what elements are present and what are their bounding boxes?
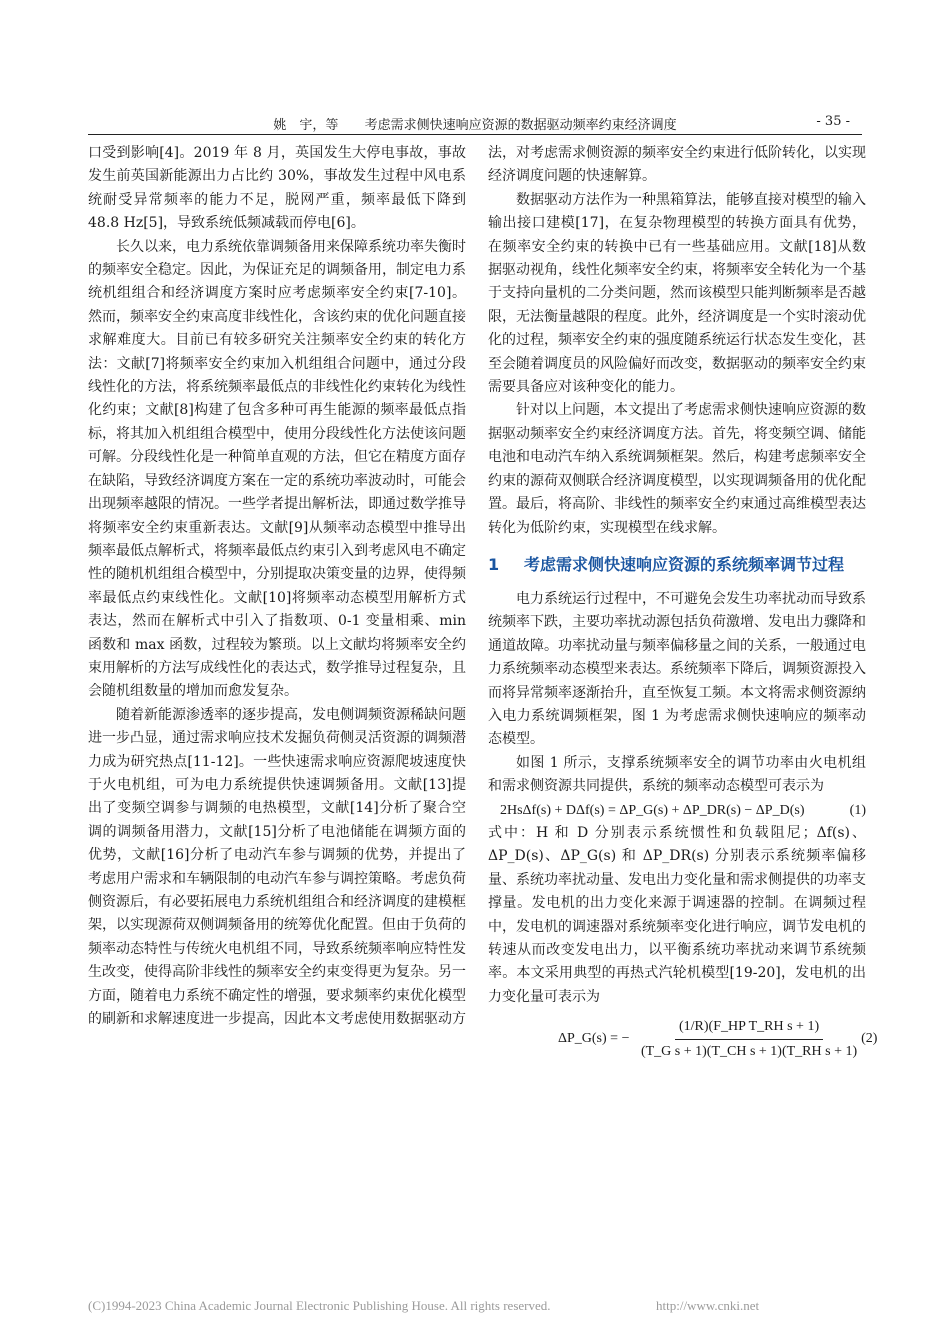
equation-1-number: (1) <box>849 802 866 818</box>
left-paragraph-2: 长久以来，电力系统依靠调频备用来保障系统功率失衡时的频率安全稳定。因此，为保证充足的调频备用，制定电力系统机组组合和经济调度方案时应考虑频率安全约束[7-10]。然而，频率安全约束高度非线性化，含该约束的优化问题直接求解难度大。目前已有较多研究关注频率安全约束的转化方法：文献[7]将频率安全约束加入机组组合问题中，通过分段线性化的方法，将系统频率最低点的非线性化约束转化为线性化约束；文献[8]构建了包含多种可再生能源的频率最低点指标，将其加入机组组合模型中，使用分段线性化方法使该问题可解。分段线性化是一种简单直观的方法，但它在精度方面存在缺陷，导致经济调度方案在一定的系统功率波动时，可能会出现频率越限的情况。一些学者提出解析法，即通过数学推导将频率安全约束重新表达。文献[9]从频率动态模型中推导出频率最低点解析式，将频率最低点约束引入到考虑风电不确定性的随机机组组合模型中，分别提取决策变量的边界，使得频率最低点约束线性化。文献[10]将频率动态模型用解析方式表达，然而在解析式中引入了指数项、0-1 变量相乘、min 函数和 max 函数，过程较为繁琐。以上文献均将频率安全约束用解析的方法写成线性化的表达式，数学推导过程复杂，且会随机组数量的增加而愈发复杂。 <box>88 238 466 700</box>
right-paragraph-6: 式中：H 和 D 分别表示系统惯性和负载阻尼；Δf(s)、ΔP_D(s)、ΔP_G(s) 和 ΔP_DR(s) 分别表示系统频率偏移量、系统功率扰动量、发电出力变化量和需求侧提供的功率支撑量。发电机的出力变化来源于调速器的控制。在调频过程中，发电机的调速器对系统频率变化进行响应，调节发电机的转速从而改变发电出力，以平衡系统功率扰动来调节系统频率。本文采用典型的再热式汽轮机模型[19-20]，发电机的出力变化量可表示为 <box>488 824 866 1005</box>
equation-2-fraction <box>637 1015 861 1063</box>
right-paragraph-1: 法，对考虑需求侧资源的频率安全约束进行低阶转化，以实现经济调度问题的快速解算。 <box>488 145 866 185</box>
equation-2-number: (2) <box>861 1031 878 1047</box>
running-header <box>88 112 862 135</box>
equation-2-numerator: (1/R)(F_HP T_RH s + 1) <box>675 1015 823 1039</box>
section-title: 考虑需求侧快速响应资源的系统频率调节过程 <box>524 554 845 574</box>
equation-2-denominator: (T_G s + 1)(T_CH s + 1)(T_RH s + 1) <box>640 1043 858 1059</box>
right-paragraph-2: 数据驱动方法作为一种黑箱算法，能够直接对模型的输入输出接口建模[17]，在复杂物理模型的转换方面具有优势，在频率安全约束的转换中已有一些基础应用。文献[18]从数据驱动视角，线性化频率安全约束，将频率安全转化为一个基于支持向量机的二分类问题，然而该模型只能判断频率是否越限，无法衡量越限的程度。此外，经济调度是一个实时滚动优化的过程，频率安全约束的强度随系统运行状态发生变化，甚至会随着调度员的风险偏好而改变，数据驱动的频率安全约束需要具备应对该种变化的能力。 <box>488 191 866 396</box>
equation-2 <box>488 1015 878 1063</box>
right-paragraph-3: 针对以上问题，本文提出了考虑需求侧快速响应资源的数据驱动频率安全约束经济调度方法。首先，将变频空调、储能电池和电动汽车纳入系统调频框架。然后，构建考虑频率安全约束的源荷双侧联合经济调度模型，以实现调频备用的优化配置。最后，将高阶、非线性的频率安全约束通过高维模型表达转化为低阶约束，实现模型在线求解。 <box>488 402 866 536</box>
page-number: - 35 - <box>816 114 850 129</box>
left-paragraph-3: 随着新能源渗透率的逐步提高，发电侧调频资源稀缺问题进一步凸显，通过需求响应技术发掘负荷侧灵活资源的调频潜力成为研究热点[11-12]。一些快速需求响应资源爬坡速度快于火电机组，可为电力系统提供快速调频备用。文献[13]提出了变频空调参与调频的电热模型，文献[14]分析了聚合空调的调频备用潜力，文献[15]分析了电池储能在调频方面的优势，文献[16]分析了电动汽车参与调频的优势，并提出了考虑用户需求和车辆限制的电动汽车参与调控策略。考虑负荷侧资源后，有必要拓展电力系统机组组合和经济调度的建模框架，以实现源荷双侧调频备用的统筹优化配置。但由于负荷的频率动态特性与传统火电机组不同，导致系统频率响应特性发生改变，使得高阶非线性的频率安全约束变得更为复杂。另一方面，随着电力系统不确定性的增强，要求频率约束优化模型的刷新和求解速度进一步提高，因此本文考虑使用数据驱动方 <box>88 706 466 1028</box>
header-text <box>88 114 862 133</box>
equation-1-body: 2HsΔf(s) + DΔf(s) = ΔP_G(s) + ΔP_DR(s) − ΔP_D(s) <box>500 802 805 818</box>
footer-url: http://www.cnki.net <box>656 1298 760 1313</box>
equation-1 <box>488 799 866 822</box>
section-heading <box>488 552 866 578</box>
header-authors: 姚 宇，等 <box>273 118 339 133</box>
right-column <box>488 142 878 1063</box>
copyright-footer: (C)1994-2023 China Academic Journal Electronic Publishing House. All rights reserved. <box>88 1298 551 1313</box>
section-number: 1 <box>488 554 500 574</box>
header-title: 考虑需求侧快速响应资源的数据驱动频率约束经济调度 <box>364 118 677 133</box>
right-paragraph-4: 电力系统运行过程中，不可避免会发生功率扰动而导致系统频率下跌，主要功率扰动源包括负荷激增、发电出力骤降和通道故障。功率扰动量与频率偏移量之间的关系，一般通过电力系统频率动态模型来表达。系统频率下降后，调频资源投入而将异常频率逐渐抬升，直至恢复工频。本文将需求侧资源纳入电力系统调频框架，图 1 为考虑需求侧快速响应的频率动态模型。 <box>488 590 866 748</box>
equation-2-lhs: ΔP_G(s) = − <box>558 1031 630 1047</box>
right-paragraph-5: 如图 1 所示，支撑系统频率安全的调节功率由火电机组和需求侧资源共同提供，系统的频率动态模型可表示为 <box>488 754 866 795</box>
left-column <box>88 142 466 1031</box>
left-paragraph-1: 口受到影响[4]。2019 年 8 月，英国发生大停电事故，事故发生前英国新能源出力占比约 30%，事故发生过程中风电系统耐受异常频率的能力不足，脱网严重，频率最低下降到 48.8 Hz[5]，导致系统低频减载而停电[6]。 <box>88 145 466 232</box>
